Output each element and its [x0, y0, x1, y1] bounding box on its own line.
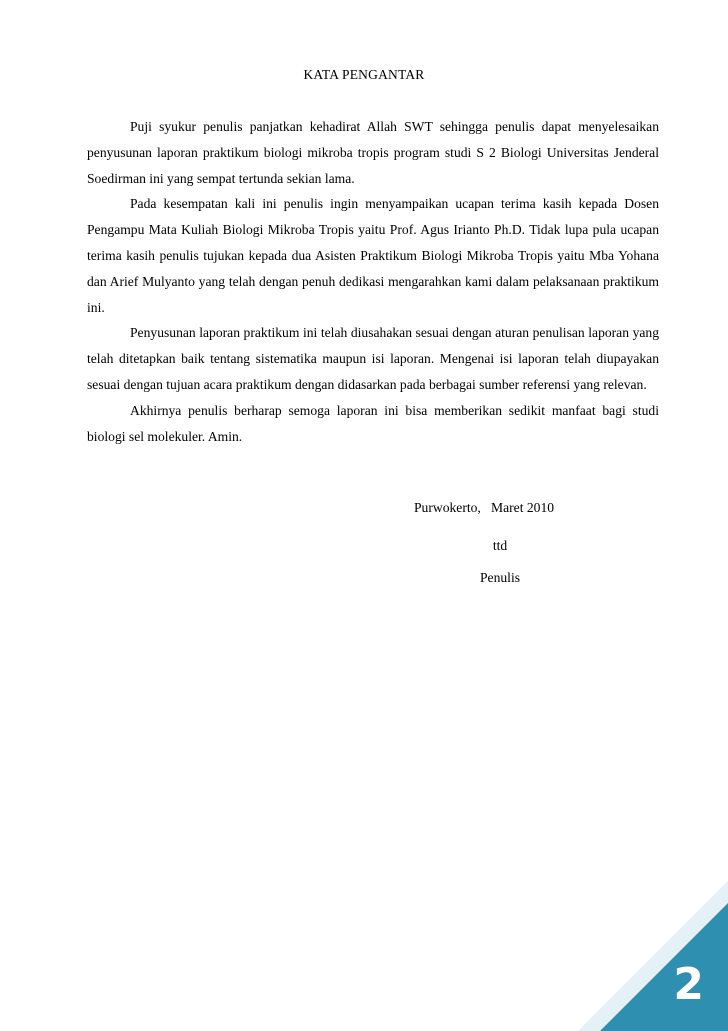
paragraph-3: Penyusunan laporan praktikum ini telah diusahakan sesuai dengan aturan penulisan laporan yang telah ditetapkan baik tentang sistematika maupun isi laporan. Mengenai isi laporan telah diupayakan sesuai dengan tujuan acara praktikum dengan didasarkan pada berbagai sumber referensi yang relevan. — [87, 325, 659, 392]
page-number: 2 — [673, 959, 704, 1010]
signature-place-date: Purwokerto, Maret 2010 — [414, 500, 555, 515]
paragraph-2: Pada kesempatan kali ini penulis ingin menyampaikan ucapan terima kasih kepada Dosen Pengampu Mata Kuliah Biologi Mikroba Tropis yaitu Prof. Agus Irianto Ph.D. Tidak lupa pula ucapan terima kasih penulis tujukan kepada dua Asisten Praktikum Biologi Mikroba Tropis yaitu Mba Yohana dan Arief Mulyanto yang telah dengan penuh dedikasi mengarahkan kami dalam pelaksanaan praktikum ini. — [87, 196, 659, 315]
signature-author: Penulis — [479, 570, 521, 585]
paragraph-4: Akhirnya penulis berharap semoga laporan ini bisa memberikan sedikit manfaat bagi studi biologi sel molekuler. Amin. — [87, 402, 659, 444]
page-title: KATA PENGANTAR — [303, 67, 425, 82]
corner-dark-triangle — [600, 903, 728, 1031]
paragraph-1: Puji syukur penulis panjatkan kehadirat Allah SWT sehingga penulis dapat menyelesaikan penyusunan laporan praktikum biologi mikroba tropis program studi S 2 Biologi Universitas Jenderal Soedirman ini yang sempat tertunda sekian lama. — [87, 119, 659, 186]
signature-ttd: ttd — [492, 538, 508, 553]
body-text — [87, 114, 659, 449]
